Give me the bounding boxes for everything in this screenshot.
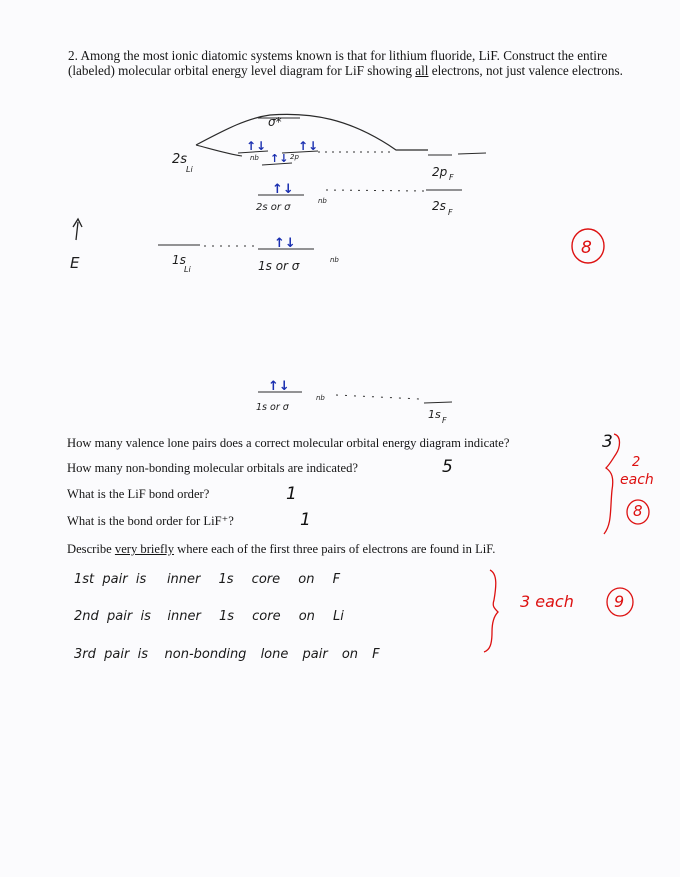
li-1s-label: 1s bbox=[172, 253, 186, 267]
sigma-star-label: σ* bbox=[268, 115, 282, 129]
mo-2s-label: 2s or σ bbox=[256, 202, 291, 213]
pair-3-is: is bbox=[137, 647, 148, 662]
answer-bond-order: 1 bbox=[286, 484, 297, 504]
dome-connector-left bbox=[196, 145, 242, 156]
f-2p-sub: F bbox=[449, 173, 454, 182]
pairs-bracket bbox=[480, 566, 520, 656]
describe-prompt-emphasis: very briefly bbox=[114, 542, 175, 556]
f-2s-label: 2s bbox=[432, 199, 446, 213]
mo-1s-li-electrons: ↑↓ bbox=[274, 236, 296, 251]
question-text-1: Among the most ionic diatomic systems known is that for lithium fluoride, LiF. Construct the entire (labeled) molecular orbital energy level diagram for LiF showing bbox=[68, 48, 608, 78]
pair-1-is: is bbox=[135, 572, 147, 587]
pair-2-word: pair bbox=[107, 609, 133, 624]
f-1s-label: 1s bbox=[428, 408, 441, 421]
mo-1s-f-sup: nb bbox=[316, 394, 325, 402]
answer-bond-order-cation: 1 bbox=[300, 510, 311, 530]
question-lone-pairs: How many valence lone pairs does a correct molecular orbital energy diagram indicate? bbox=[67, 436, 510, 450]
short-answer-points: 2 bbox=[632, 455, 641, 470]
pair-1-answer: inner 1s core on F bbox=[166, 572, 341, 587]
pairs-grading-label: 3 each bbox=[520, 592, 574, 611]
short-answer-each: each bbox=[620, 472, 654, 488]
question-number: 2. bbox=[68, 48, 78, 63]
mo-1s-f-label: 1s or σ bbox=[256, 402, 289, 413]
pair-2-is: is bbox=[140, 609, 151, 624]
question-text-2: electrons, not just valence electrons. bbox=[428, 63, 623, 78]
mo-diagram bbox=[0, 0, 680, 430]
pair-2-ordinal: 2nd bbox=[74, 609, 99, 624]
mo-2s-sup: nb bbox=[318, 197, 327, 205]
li-2s-sub: Li bbox=[186, 165, 193, 174]
energy-axis-arrow bbox=[76, 222, 78, 240]
mo-1s-f-electrons: ↑↓ bbox=[268, 379, 290, 394]
f-2p-label: 2p bbox=[432, 165, 448, 179]
pair-answer-3 bbox=[74, 647, 380, 662]
pair-answer-2 bbox=[74, 609, 344, 624]
mo-1s-f-dots bbox=[336, 395, 420, 399]
f-2s-sub: F bbox=[448, 208, 453, 217]
question-emphasis: all bbox=[415, 63, 429, 78]
pairs-score: 9 bbox=[614, 592, 625, 611]
pair-3-ordinal: 3rd bbox=[74, 647, 96, 662]
li-2s-label: 2s bbox=[172, 152, 188, 167]
pair-3-word: pair bbox=[104, 647, 130, 662]
question-nonbonding: How many non-bonding molecular orbitals are indicated? bbox=[67, 461, 358, 475]
nb-2p-sup: nb bbox=[250, 154, 259, 162]
nb-2p-electrons-2: ↑↓ bbox=[298, 139, 319, 153]
diagram-score: 8 bbox=[581, 238, 592, 258]
f-2p-level-2 bbox=[458, 153, 486, 154]
question-bond-order-cation: What is the bond order for LiF⁺? bbox=[67, 514, 234, 528]
short-answer-score: 8 bbox=[633, 502, 643, 520]
describe-prompt-pre: Describe bbox=[67, 542, 115, 556]
question-bond-order: What is the LiF bond order? bbox=[67, 487, 210, 501]
nb-2p-electrons-1: ↑↓ bbox=[246, 139, 267, 153]
describe-prompt bbox=[67, 542, 495, 557]
mo-1s-li-sup: nb bbox=[330, 256, 339, 264]
nb-2p-electrons-3: ↑↓ bbox=[270, 152, 289, 165]
nb-2p-sub: 2p bbox=[290, 153, 299, 161]
mo-2s-electrons: ↑↓ bbox=[272, 182, 294, 197]
f-1s-level bbox=[424, 402, 452, 403]
pair-answer-1 bbox=[74, 572, 340, 587]
pair-3-answer: non-bonding lone pair on F bbox=[164, 647, 380, 662]
mo-1s-li-label: 1s or σ bbox=[258, 259, 300, 273]
pair-2-answer: inner 1s core on Li bbox=[167, 609, 344, 624]
describe-prompt-post: where each of the first three pairs of electrons are found in LiF. bbox=[174, 542, 496, 556]
f-1s-sub: F bbox=[442, 416, 447, 425]
mo-2s-dots bbox=[326, 190, 424, 191]
energy-axis-label: E bbox=[70, 254, 80, 272]
answer-lone-pairs: 3 bbox=[602, 432, 613, 452]
li-1s-sub: Li bbox=[184, 265, 191, 274]
pair-1-word: pair bbox=[102, 572, 128, 587]
answer-nonbonding: 5 bbox=[442, 457, 453, 477]
pair-1-ordinal: 1st bbox=[74, 572, 95, 587]
